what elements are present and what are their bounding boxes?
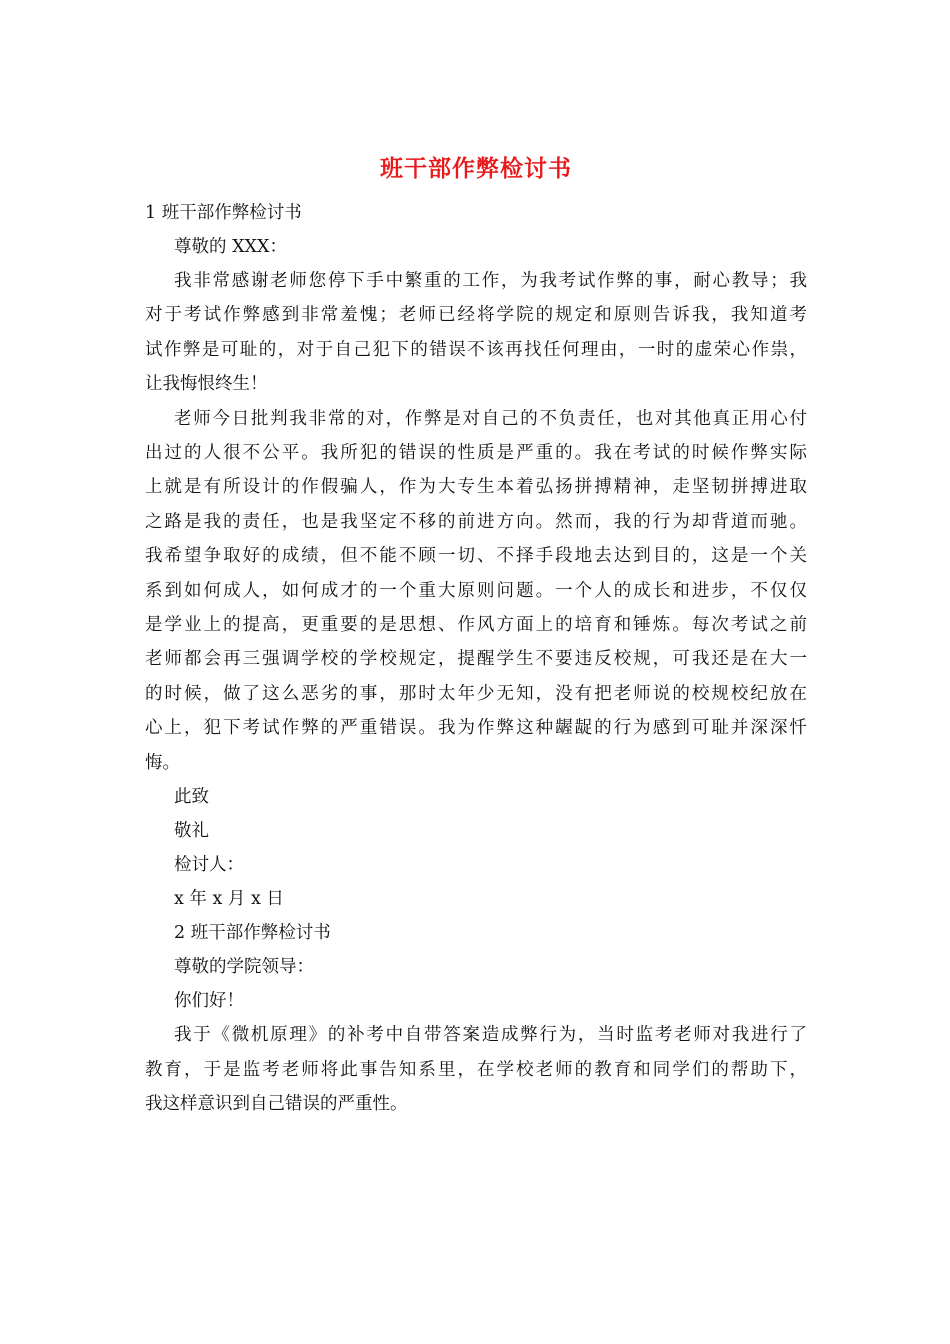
text-line: 的时候，做了这么恶劣的事，那时太年少无知，没有把老师说的校规校纪放在 <box>145 683 807 704</box>
section2-paragraph-1 <box>145 1018 807 1121</box>
text-line: 出过的人很不公平。我所犯的错误的性质是严重的。我在考试的时候作弊实际 <box>145 443 807 464</box>
section1-heading: 1 班干部作弊检讨书 <box>145 203 302 223</box>
text-line: 心上，犯下考试作弊的严重错误。我为作弊这种龌龊的行为感到可耻并深深忏 <box>145 718 807 739</box>
text-line: 我这样意识到自己错误的严重性。 <box>145 1093 408 1114</box>
text-line: 对于考试作弊感到非常羞愧；老师已经将学院的规定和原则告诉我，我知道考 <box>145 305 807 326</box>
signer-label: 检讨人： <box>174 855 244 876</box>
text-line: 教育，于是监考老师将此事告知系里，在学校老师的教育和同学们的帮助下， <box>145 1059 807 1080</box>
closing-ci-zhi: 此致 <box>174 787 209 808</box>
text-line: 我希望争取好的成绩，但不能不顾一切、不择手段地去达到目的，这是一个关 <box>145 546 807 567</box>
text-line: 系到如何成人，如何成才的一个重大原则问题。一个人的成长和进步，不仅仅 <box>145 580 807 601</box>
closing-jing-li: 敬礼 <box>174 821 209 842</box>
text-line: 悔。 <box>145 752 180 773</box>
text-line: 让我悔恨终生！ <box>145 374 268 395</box>
section1-paragraph-2 <box>145 402 807 780</box>
text-line: 上就是有所设计的作假骗人，作为大专生本着弘扬拼搏精神，走坚韧拼搏进取 <box>145 477 807 498</box>
text-line: 试作弊是可耻的，对于自己犯下的错误不该再找任何理由，一时的虚荣心作祟， <box>145 339 807 360</box>
text-line: 我非常感谢老师您停下手中繁重的工作，为我考试作弊的事，耐心教导；我 <box>174 271 807 291</box>
section2-heading: 2 班干部作弊检讨书 <box>174 923 331 944</box>
text-line: 是学业上的提高，更重要的是思想、作风方面上的培育和锤炼。每次考试之前 <box>145 615 807 636</box>
section1-salutation: 尊敬的 XXX： <box>174 237 287 257</box>
text-line: 老师今日批判我非常的对，作弊是对自己的不负责任，也对其他真正用心付 <box>174 408 807 429</box>
date-line: x 年 x 月 x 日 <box>174 889 284 910</box>
section2-greeting: 你们好！ <box>174 991 244 1012</box>
section2-salutation: 尊敬的学院领导： <box>174 957 314 978</box>
document-page <box>145 148 807 1121</box>
section1-paragraph-1 <box>145 264 807 402</box>
text-line: 我于《微机原理》的补考中自带答案造成弊行为，当时监考老师对我进行了 <box>174 1025 807 1046</box>
text-line: 老师都会再三强调学校的学校规定，提醒学生不要违反校规，可我还是在大一 <box>145 649 807 670</box>
document-title: 班干部作弊检讨书 <box>380 155 572 182</box>
text-line: 之路是我的责任，也是我坚定不移的前进方向。然而，我的行为却背道而驰。 <box>145 511 807 532</box>
